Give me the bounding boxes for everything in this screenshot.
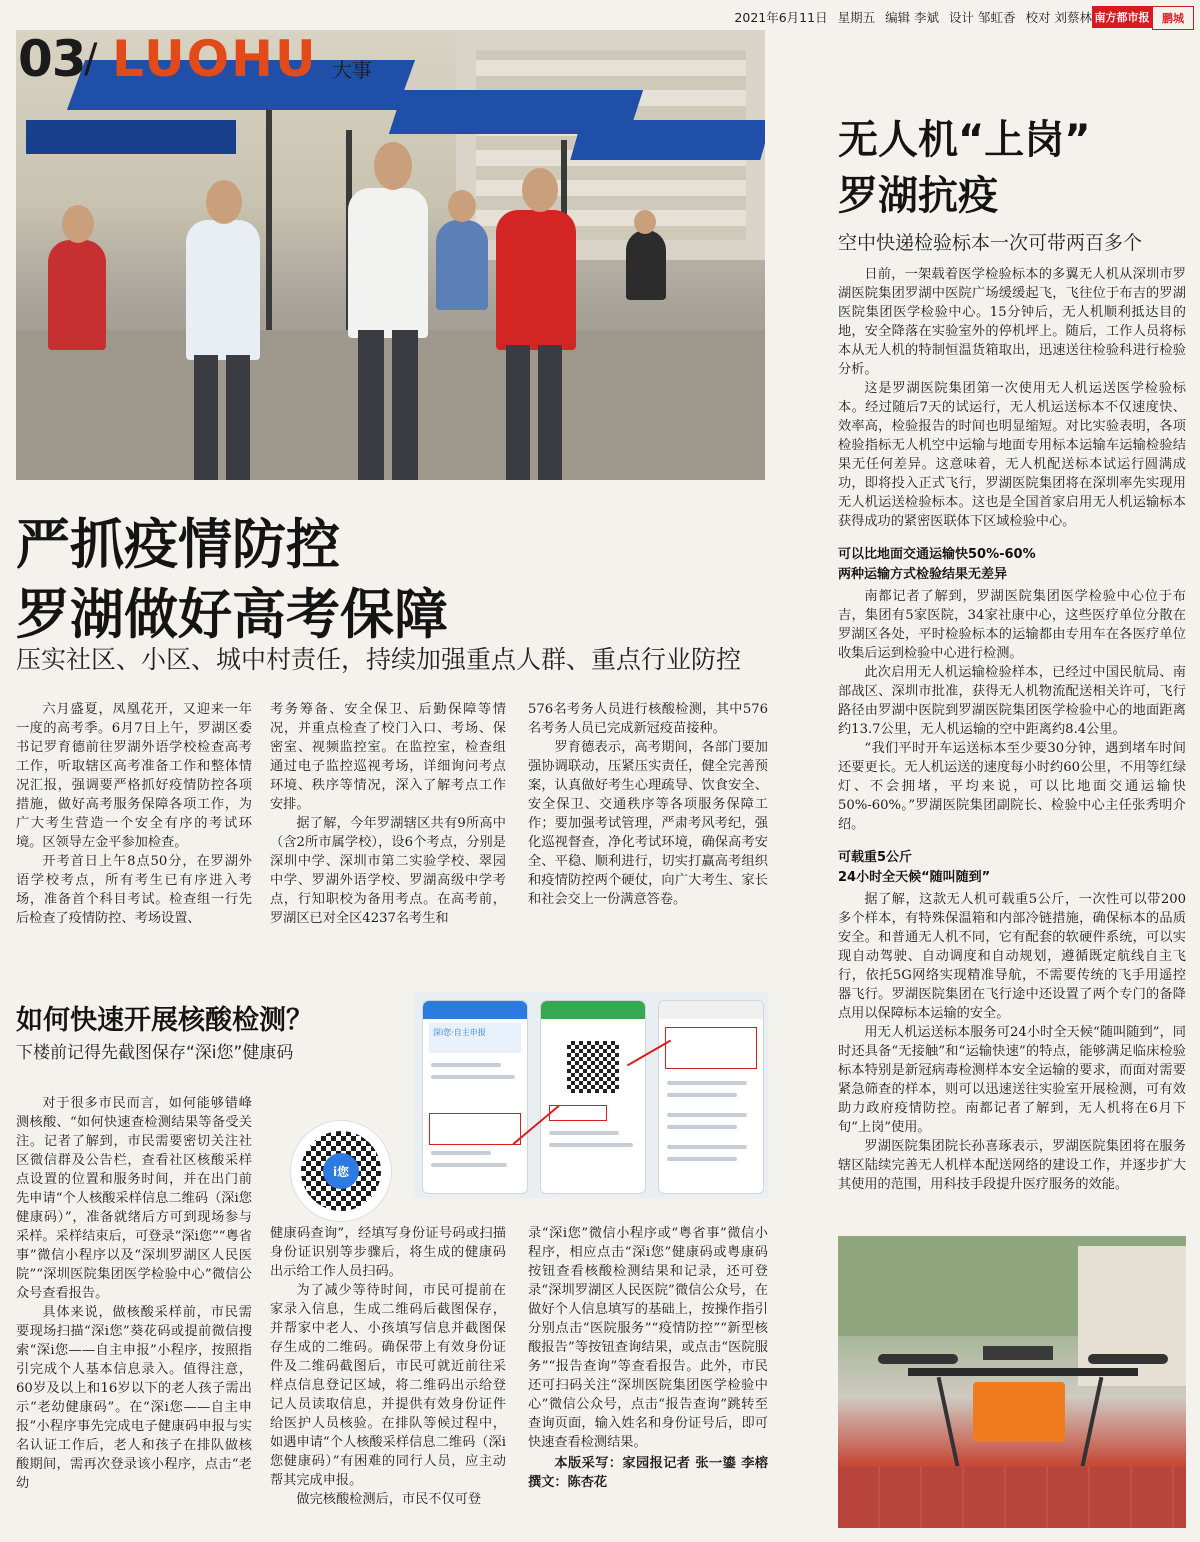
section-tag: 大事 <box>332 58 372 82</box>
phone-screen-3 <box>658 1000 764 1194</box>
main-story-column-2 <box>270 700 506 928</box>
phone-screen-title: 深i您·自主申报 <box>433 1028 486 1037</box>
paragraph: 做完核酸检测后，市民不仅可登 <box>296 1492 482 1507</box>
main-subheadline: 压实社区、小区、城中村责任，持续加强重点人群、重点行业防控 <box>16 645 742 674</box>
paragraph: 日前，一架载着医学检验标本的多翼无人机从深圳市罗湖医院集团罗湖中医院广场缓缓起飞，飞往位于布吉的罗湖医院集团医学检验中心。15分钟后，无人机顺利抵达目的地，安全降落在实验室外的停机坪上。随后，工作人员将标本从无人机的特制恒温货箱取出，迅速送往检验科进行检验分析。 <box>838 267 1186 377</box>
paragraph: 南都记者了解到，罗湖医院集团医学检验中心位于布吉，集团有5家医院，34家社康中心，这些医疗单位分散在罗湖区各处，平时检验标本的运输都由专用车在各医疗单位收集后运到检验中心进行检测。 <box>838 589 1186 661</box>
issue-weekday: 星期五 <box>837 10 876 25</box>
testing-subheadline: 下楼前记得先截图保存“深i您”健康码 <box>16 1043 294 1063</box>
testing-headline: 如何快速开展核酸检测？ <box>16 1005 313 1036</box>
designer-credit: 设计 邹虹香 <box>949 10 1016 25</box>
paragraph: 具体来说，做核酸采样前，市民需要现场扫描“深i您”葵花码或提前微信搜索“深i您——自主申报”小程序，按照指引完成个人基本信息录入。值得注意，60岁及以上和16岁以下的老人孩子需出示“老幼健康码”。在“深i您——自主申报”小程序事先完成电子健康码申报与实名认证工作后，老人和孩子在排队做核酸期间，需再次登录该小程序，点击“老幼 <box>16 1305 252 1491</box>
byline: 本版采写：家园报记者 张一鎏 李榕 撰文：陈杏花 <box>528 1456 768 1490</box>
paragraph: 这是罗湖医院集团第一次使用无人机运送医学检验标本。经过随后7天的试运行，无人机运送标本不仅速度快、效率高，检验报告的时间也明显缩短。对比实验表明，各项检验指标无人机空中运输与地面专用标本运输车运输检验结果无任何差异。这意味着，无人机配送标本试运行圆满成功，即将投入正式飞行，罗湖医院集团将在深圳率先实现用无人机运送检验标本。这也是全国首家启用无人机运输标本获得成功的紧密医联体下区域检验中心。 <box>838 381 1186 529</box>
paragraph: 罗育德表示，高考期间，各部门要加强协调联动，压紧压实责任，健全完善预案，认真做好考生心理疏导、饮食安全、安全保卫、交通秩序等各项服务保障工作；要加强考试管理，严肃考风考纪，强化巡视督查，净化考试环境，确保高考安全、平稳、顺利进行，切实打赢高考组织和疫情防控两个硬仗，向广大考生、家长和社会交上一份满意答卷。 <box>528 740 768 907</box>
issue-date: 2021年6月11日 <box>734 10 828 25</box>
side-subhead-1-line1: 可以比地面交通运输快50%-60% <box>838 547 1036 562</box>
paragraph: 罗湖医院集团院长孙喜琢表示，罗湖医院集团将在服务辖区陆续完善无人机样本配送网络的建设工作，并逐步扩大其使用的范围，用科技手段提升医疗服务的效能。 <box>838 1139 1186 1192</box>
sunflower-qr-code <box>290 1120 392 1222</box>
testing-column-1 <box>16 1094 252 1493</box>
inspection-photo <box>16 30 765 480</box>
paragraph: 六月盛夏，凤凰花开，又迎来一年一度的高考季。6月7日上午，罗湖区委书记罗育德前往罗湖外语学校检查高考工作，听取辖区高考准备工作和整体情况汇报，强调要严格抓好疫情防控各项措施，做好高考服务保障各项工作，为广大考生营造一个安全有序的考试环境。区领导左金平参加检查。 <box>16 702 252 850</box>
newspaper-logo: 南方都市报 <box>1092 6 1152 28</box>
main-story-column-3 <box>528 700 768 909</box>
editor-credit: 编辑 李斌 <box>885 10 940 25</box>
paragraph: 录“深i您”微信小程序或“粤省事”微信小程序，相应点击“深i您”健康码或粤康码按钮查看核酸检测结果和记录，还可登录“深圳罗湖区人民医院”微信公众号，在做好个人信息填写的基础上，按操作指引分别点击“医院服务”“疫情防控”“新型核酸报告”等按钮查询结果，或点击“医院服务”“报告查询”等查看报告。此外，市民还可扫码关注“深圳医院集团医学检验中心”微信公众号，点击“报告查询”跳转至查询页面，输入姓名和身份证号后，即可快速查看检测结果。 <box>528 1226 768 1450</box>
supplement-logo: 鹏城 <box>1152 6 1194 30</box>
section-number: 03 <box>18 30 86 88</box>
side-headline-line2: 罗湖抗疫 <box>838 173 998 219</box>
paragraph: 据了解，今年罗湖辖区共有9所高中（含2所市属学校），设6个考点，分别是深圳中学、深圳市第二实验学校、翠园中学、罗湖外语学校、罗湖高级中学考点，行知职校为备用考点。在高考前，罗湖区已对全区4237名考生和 <box>270 816 506 926</box>
paragraph: 用无人机运送标本服务可24小时全天候“随叫随到”，同时还具备“无接触”和“运输快速”的特点，能够满足临床检验标本特别是新冠病毒检测样本安全运输的要求，而面对需要紧急筛查的样本，则可以迅速送往实验室开展检测，可有效助力政府疫情防控。南都记者了解到，无人机将在6月下旬“上岗”使用。 <box>838 1025 1186 1135</box>
paragraph: 考务筹备、安全保卫、后勤保障等情况，并重点检查了校门入口、考场、保密室、视频监控室。在监控室，检查组通过电子监控巡视考场，详细询问考点环境、秩序等情况，深入了解考点工作安排。 <box>270 702 506 812</box>
section-divider: / <box>84 36 98 82</box>
paragraph: 开考首日上午8点50分，在罗湖外语学校考点，所有考生已有序进入考场，准备首个科目考试。检查组一行先后检查了疫情防控、考场设置、 <box>16 854 252 926</box>
side-subhead-2-line2: 24小时全天候“随叫随到” <box>838 870 991 885</box>
testing-column-3 <box>528 1224 768 1492</box>
phone-screen-2 <box>540 1000 646 1194</box>
qr-center-logo: i您 <box>323 1153 359 1189</box>
paragraph: 576名考务人员进行核酸检测，其中576名考务人员已完成新冠疫苗接种。 <box>528 702 768 736</box>
side-subhead-1-line2: 两种运输方式检验结果无差异 <box>838 567 1008 582</box>
side-story-body <box>838 265 1186 1194</box>
paragraph: “我们平时开车运送标本至少要30分钟，遇到堵车时间还要更长。无人机运送的速度每小时约60公里，不用等红绿灯、不会拥堵，平均来说，可以比地面交通运输快50%-60%。”罗湖医院集团副院长、检验中心主任张秀明介绍。 <box>838 741 1186 832</box>
paragraph: 为了减少等待时间，市民可提前在家录入信息，生成二维码后截图保存，并帮家中老人、小孩填写信息并截图保存生成的二维码。确保带上有效身份证件及二维码截图后，市民可就近前往采样点信息登记区域，将二维码出示给登记人员读取信息，并提供有效身份证件给医护人员核验。在排队等候过程中，如遇申请“个人核酸采样信息二维码（深i您健康码）”有困难的同行人员，应主动帮其完成申报。 <box>270 1283 506 1488</box>
main-story-column-1 <box>16 700 252 928</box>
main-headline-line1: 严抓疫情防控 <box>16 513 340 576</box>
page-header-info <box>728 8 1092 26</box>
main-headline-line2: 罗湖做好高考保障 <box>16 583 448 646</box>
side-subhead-2-line1: 可载重5公斤 <box>838 850 913 865</box>
section-name: LUOHU <box>112 30 318 88</box>
side-subheadline: 空中快递检验标本一次可带两百多个 <box>838 232 1143 254</box>
app-screenshots <box>414 992 768 1198</box>
paragraph: 对于很多市民而言，如何能够错峰测核酸、“如何快速查检测结果等备受关注。记者了解到，市民需要密切关注社区微信群及公告栏，查看社区核酸采样点设置的位置和服务时间，并在出门前先申请“个人核酸采样信息二维码（深i您健康码）”，准备就绪后方可到现场参与采样。采样结束后，可登录“深i您”“粤省事”微信小程序以及“深圳罗湖区人民医院”“深圳医院集团医学检验中心”微信公众号查看报告。 <box>16 1096 252 1301</box>
paragraph: 健康码查询”，经填写身份证号码或扫描身份证识别等步骤后，将生成的健康码出示给工作人员扫码。 <box>270 1226 506 1279</box>
proofreader-credit: 校对 刘蔡林 <box>1025 10 1092 25</box>
side-subhead-2 <box>838 848 1186 888</box>
side-subhead-1 <box>838 545 1186 585</box>
paragraph: 此次启用无人机运输检验样本，已经过中国民航局、南部战区、深圳市批准，获得无人机物流配送相关许可，飞行路径由罗湖中医院到罗湖医院集团医学检验中心的地面距离约13.7公里，无人机运输的空中距离约8.4公里。 <box>838 665 1186 737</box>
drone-photo <box>838 1236 1186 1528</box>
paragraph: 据了解，这款无人机可载重5公斤，一次性可以带200多个样本，有特殊保温箱和内部冷链措施，确保标本的品质安全。和普通无人机不同，它有配套的软硬件系统，可以实现自动驾驶、自动调度和自动规划，遵循既定航线自主飞行，依托5G网络实现精准导航，不需要传统的飞手用遥控器飞行。罗湖医院集团在飞行途中还设置了两个专门的备降点用以保障标本运输的安全。 <box>838 892 1186 1021</box>
testing-column-2 <box>270 1224 506 1509</box>
side-headline-line1: 无人机“上岗” <box>838 117 1091 163</box>
phone-screen-1 <box>422 1000 528 1194</box>
